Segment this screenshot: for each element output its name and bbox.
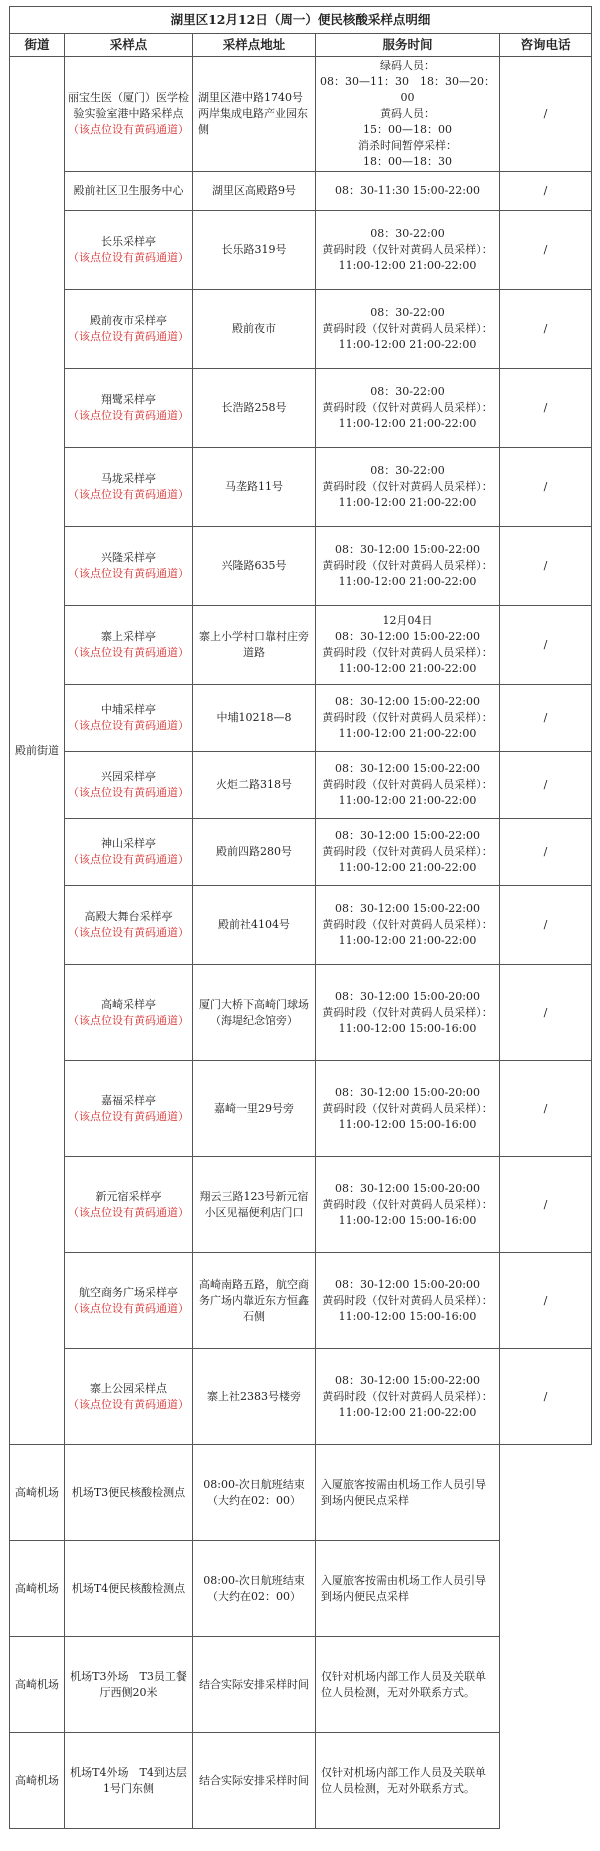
service-time-cell [193,1733,316,1829]
table-body [10,57,592,1829]
service-time-cell [316,886,500,965]
service-time-line: 08：30—11：30 18：30—20：00 [320,75,495,104]
address-cell: 机场T4便民核酸检测点 [65,1541,193,1637]
service-time-line: 11:00-12:00 21:00-22:00 [338,496,477,509]
point-name: 翔鹭采样亭 [101,393,156,406]
service-time-cell [316,57,500,172]
phone-cell: / [500,606,592,685]
service-time-line: 08：30-12:00 15:00-22:00 [334,695,481,708]
point-name-cell [65,965,193,1061]
service-time-line: 11:00-12:00 21:00-22:00 [338,794,477,807]
address-cell: 翔云三路123号新元宿小区见福便利店门口 [193,1157,316,1253]
phone-cell: / [500,965,592,1061]
service-time-line: 08：30-22:00 [370,385,445,398]
service-time-line: 黄码时段（仅针对黄码人员采样）： [322,559,493,572]
yellow-channel-note: （该点位设有黄码通道） [68,123,189,136]
address-cell: 长乐路319号 [193,211,316,290]
yellow-channel-note: （该点位设有黄码通道） [68,567,189,580]
service-time-line: 结合实际安排采样时间 [199,1677,309,1691]
point-name-cell [65,685,193,752]
service-time-line: 15：00—18：00 [363,123,452,136]
service-time-line: 11:00-12:00 21:00-22:00 [338,727,477,740]
point-name: 新元宿采样亭 [95,1189,162,1203]
point-name: 兴隆采样亭 [101,551,156,564]
point-name: 嘉福采样亭 [101,1093,156,1107]
address-cell: 殿前社4104号 [193,886,316,965]
header-street: 街道 [10,34,65,57]
service-time-line: 黄码时段（仅针对黄码人员采样）： [322,646,493,659]
point-name-cell [65,1253,193,1349]
yellow-channel-note: （该点位设有黄码通道） [68,330,189,343]
header-time: 服务时间 [316,34,500,57]
table-row [10,290,592,369]
yellow-channel-note: （该点位设有黄码通道） [68,719,189,732]
table-row [10,1733,592,1829]
header-phone: 咨询电话 [500,34,592,57]
service-time-line: 黄码时段（仅针对黄码人员采样）： [322,480,493,493]
service-time-line: 11:00-12:00 21:00-22:00 [338,1405,477,1419]
phone-cell: / [500,819,592,886]
service-time-line: 08：30-12:00 15:00-22:00 [334,630,481,643]
service-time-cell [316,1349,500,1445]
yellow-channel-note: （该点位设有黄码通道） [68,786,189,799]
service-time-line: 黄码时段（仅针对黄码人员采样）： [322,845,493,858]
point-name-cell [10,1445,65,1541]
yellow-channel-note: （该点位设有黄码通道） [68,1109,189,1123]
point-name: 高崎机场 [15,1581,59,1595]
address-cell: 机场T3便民核酸检测点 [65,1445,193,1541]
table-row [10,172,592,211]
point-name-cell [65,1157,193,1253]
service-time-line: 08：30-22:00 [370,227,445,240]
phone-cell: / [500,1061,592,1157]
service-time-line: 黄码时段（仅针对黄码人员采样）： [322,401,493,414]
point-name-cell [65,1061,193,1157]
service-time-line: 11:00-12:00 21:00-22:00 [338,861,477,874]
address-cell: 寨上小学村口靠村庄旁道路 [193,606,316,685]
point-name-cell [10,1733,65,1829]
service-time-line: 11:00-12:00 15:00-16:00 [338,1117,477,1131]
phone-cell: / [500,752,592,819]
table-row [10,211,592,290]
address-cell: 嘉崎一里29号旁 [193,1061,316,1157]
service-time-cell [316,290,500,369]
phone-cell: / [500,1253,592,1349]
address-cell: 马垄路11号 [193,448,316,527]
service-time-line: 黄码时段（仅针对黄码人员采样）： [322,1293,493,1307]
yellow-channel-note: （该点位设有黄码通道） [68,1301,189,1315]
service-time-line: 11:00-12:00 21:00-22:00 [338,575,477,588]
service-time-line: 08：30-11:30 15:00-22:00 [334,184,481,197]
service-time-cell [316,752,500,819]
yellow-channel-note: （该点位设有黄码通道） [68,1013,189,1027]
point-name: 高殿大舞台采样亭 [84,910,173,923]
table-row [10,1637,592,1733]
phone-cell: / [500,1349,592,1445]
table-row [10,1541,592,1637]
table-row [10,1061,592,1157]
point-name: 马垅采样亭 [101,472,156,485]
table-row [10,1253,592,1349]
service-time-cell [193,1541,316,1637]
address-cell: 长浩路258号 [193,369,316,448]
service-time-line: 黄码时段（仅针对黄码人员采样）： [322,778,493,791]
yellow-channel-note: （该点位设有黄码通道） [68,926,189,939]
service-time-line: 黄码时段（仅针对黄码人员采样）： [322,918,493,931]
service-time-line: 黄码时段（仅针对黄码人员采样）： [322,1005,493,1019]
phone-cell: 入厦旅客按需由机场工作人员引导到场内便民点采样 [316,1541,500,1637]
point-name-cell [65,57,193,172]
phone-cell: / [500,172,592,211]
table-row [10,1445,592,1541]
table-row [10,752,592,819]
service-time-line: 11:00-12:00 15:00-16:00 [338,1021,477,1035]
point-name-cell [65,172,193,211]
point-name: 中埔采样亭 [101,703,156,716]
point-name: 寨上采样亭 [101,630,156,643]
table-row [10,965,592,1061]
service-time-line: 08：30-22:00 [370,306,445,319]
service-time-line: 绿码人员： [380,59,435,72]
service-time-cell [316,369,500,448]
address-cell: 火炬二路318号 [193,752,316,819]
service-time-line: 08：30-12:00 15:00-22:00 [334,829,481,842]
point-name-cell [65,369,193,448]
yellow-channel-note: （该点位设有黄码通道） [68,646,189,659]
phone-cell: / [500,527,592,606]
service-time-line: 08：30-12:00 15:00-22:00 [334,543,481,556]
service-time-line: 黄码时段（仅针对黄码人员采样）： [322,1101,493,1115]
phone-cell: / [500,448,592,527]
phone-cell: / [500,1157,592,1253]
service-time-cell [193,1637,316,1733]
point-name: 寨上公园采样点 [90,1381,167,1395]
point-name-cell [10,1637,65,1733]
point-name: 航空商务广场采样亭 [79,1285,178,1299]
point-name: 高崎机场 [15,1677,59,1691]
address-cell: 高崎南路五路，航空商务广场内靠近东方恒鑫石侧 [193,1253,316,1349]
service-time-cell [316,448,500,527]
point-name: 高崎机场 [15,1773,59,1787]
service-time-line: 08：30-22:00 [370,464,445,477]
phone-cell: / [500,685,592,752]
service-time-line: 08：30-12:00 15:00-20:00 [334,1085,481,1099]
service-time-cell [316,1157,500,1253]
table-row [10,685,592,752]
point-name-cell [65,1349,193,1445]
yellow-channel-note: （该点位设有黄码通道） [68,409,189,422]
service-time-cell [316,211,500,290]
address-cell: 中埔10218—8 [193,685,316,752]
table-row [10,448,592,527]
service-time-line: 08：30-12:00 15:00-20:00 [334,1277,481,1291]
service-time-line: 08：30-12:00 15:00-22:00 [334,902,481,915]
table-row [10,527,592,606]
phone-cell: / [500,290,592,369]
point-name: 高崎采样亭 [101,997,156,1011]
address-cell: 机场T3外场 T3员工餐厅西侧20米 [65,1637,193,1733]
point-name-cell [65,819,193,886]
header-point: 采样点 [65,34,193,57]
address-cell: 寨上社2383号楼旁 [193,1349,316,1445]
point-name-cell [65,448,193,527]
yellow-channel-note: （该点位设有黄码通道） [68,1397,189,1411]
service-time-cell [316,1253,500,1349]
sampling-points-table [9,6,592,1829]
point-name: 殿前社区卫生服务中心 [73,184,184,197]
service-time-line: 11:00-12:00 21:00-22:00 [338,662,477,675]
service-time-cell [316,527,500,606]
address-cell: 兴隆路635号 [193,527,316,606]
table-row [10,1157,592,1253]
phone-cell: / [500,211,592,290]
service-time-line: 08：30-12:00 15:00-22:00 [334,1373,481,1387]
table-row [10,819,592,886]
address-cell: 机场T4外场 T4到达层1号门东侧 [65,1733,193,1829]
service-time-cell [316,1061,500,1157]
service-time-cell [193,1445,316,1541]
yellow-channel-note: （该点位设有黄码通道） [68,488,189,501]
phone-cell: 仅针对机场内部工作人员及关联单位人员检测，无对外联系方式。 [316,1733,500,1829]
header-address: 采样点地址 [193,34,316,57]
table-row [10,886,592,965]
phone-cell: 仅针对机场内部工作人员及关联单位人员检测，无对外联系方式。 [316,1637,500,1733]
service-time-line: 黄码时段（仅针对黄码人员采样）： [322,711,493,724]
service-time-line: 11:00-12:00 21:00-22:00 [338,417,477,430]
service-time-line: 消杀时间暂停采样： [358,139,457,152]
service-time-cell [316,965,500,1061]
service-time-line: 11:00-12:00 15:00-16:00 [338,1213,477,1227]
point-name-cell [65,290,193,369]
point-name-cell [65,606,193,685]
service-time-line: 结合实际安排采样时间 [199,1773,309,1787]
service-time-line: 11:00-12:00 15:00-16:00 [338,1309,477,1323]
street-cell: 殿前街道 [10,57,65,1445]
service-time-line: 黄码时段（仅针对黄码人员采样）： [322,243,493,256]
service-time-cell [316,172,500,211]
point-name: 殿前夜市采样亭 [90,314,167,327]
service-time-line: 18：00—18：30 [363,155,452,168]
address-cell: 厦门大桥下高崎门球场（海堤纪念馆旁） [193,965,316,1061]
service-time-line: 08:00-次日航班结束（大约在02：00） [203,1477,305,1507]
service-time-line: 黄码时段（仅针对黄码人员采样）： [322,322,493,335]
service-time-line: 黄码时段（仅针对黄码人员采样）： [322,1389,493,1403]
point-name-cell [65,752,193,819]
service-time-line: 08：30-12:00 15:00-22:00 [334,762,481,775]
point-name: 兴园采样亭 [101,770,156,783]
service-time-cell [316,819,500,886]
service-time-line: 11:00-12:00 21:00-22:00 [338,259,477,272]
point-name-cell [10,1541,65,1637]
service-time-line: 11:00-12:00 21:00-22:00 [338,338,477,351]
address-cell: 湖里区高殿路9号 [193,172,316,211]
address-cell: 殿前夜市 [193,290,316,369]
service-time-line: 11:00-12:00 21:00-22:00 [338,934,477,947]
service-time-line: 08:00-次日航班结束（大约在02：00） [203,1573,305,1603]
service-time-line: 黄码人员： [380,107,435,120]
phone-cell: / [500,369,592,448]
yellow-channel-note: （该点位设有黄码通道） [68,1205,189,1219]
point-name: 神山采样亭 [101,837,156,850]
header-row [10,34,592,57]
point-name-cell [65,886,193,965]
phone-cell: 入厦旅客按需由机场工作人员引导到场内便民点采样 [316,1445,500,1541]
sampling-points-sheet [9,6,591,1829]
phone-cell: / [500,57,592,172]
service-time-line: 12月04日 [382,614,433,627]
point-name-cell [65,211,193,290]
page-title: 湖里区12月12日（周一）便民核酸采样点明细 [10,7,592,34]
service-time-line: 黄码时段（仅针对黄码人员采样）： [322,1197,493,1211]
address-cell: 殿前四路280号 [193,819,316,886]
service-time-cell [316,685,500,752]
service-time-line: 08：30-12:00 15:00-20:00 [334,989,481,1003]
address-cell: 湖里区港中路1740号两岸集成电路产业园东侧 [193,57,316,172]
service-time-cell [316,606,500,685]
table-row [10,1349,592,1445]
service-time-line: 08：30-12:00 15:00-20:00 [334,1181,481,1195]
table-row [10,369,592,448]
point-name-cell [65,527,193,606]
yellow-channel-note: （该点位设有黄码通道） [68,251,189,264]
point-name: 丽宝生医（厦门）医学检验实验室港中路采样点 [68,91,189,120]
table-row [10,606,592,685]
point-name: 高崎机场 [15,1485,59,1499]
table-row [10,57,592,172]
yellow-channel-note: （该点位设有黄码通道） [68,853,189,866]
phone-cell: / [500,886,592,965]
point-name: 长乐采样亭 [101,235,156,248]
